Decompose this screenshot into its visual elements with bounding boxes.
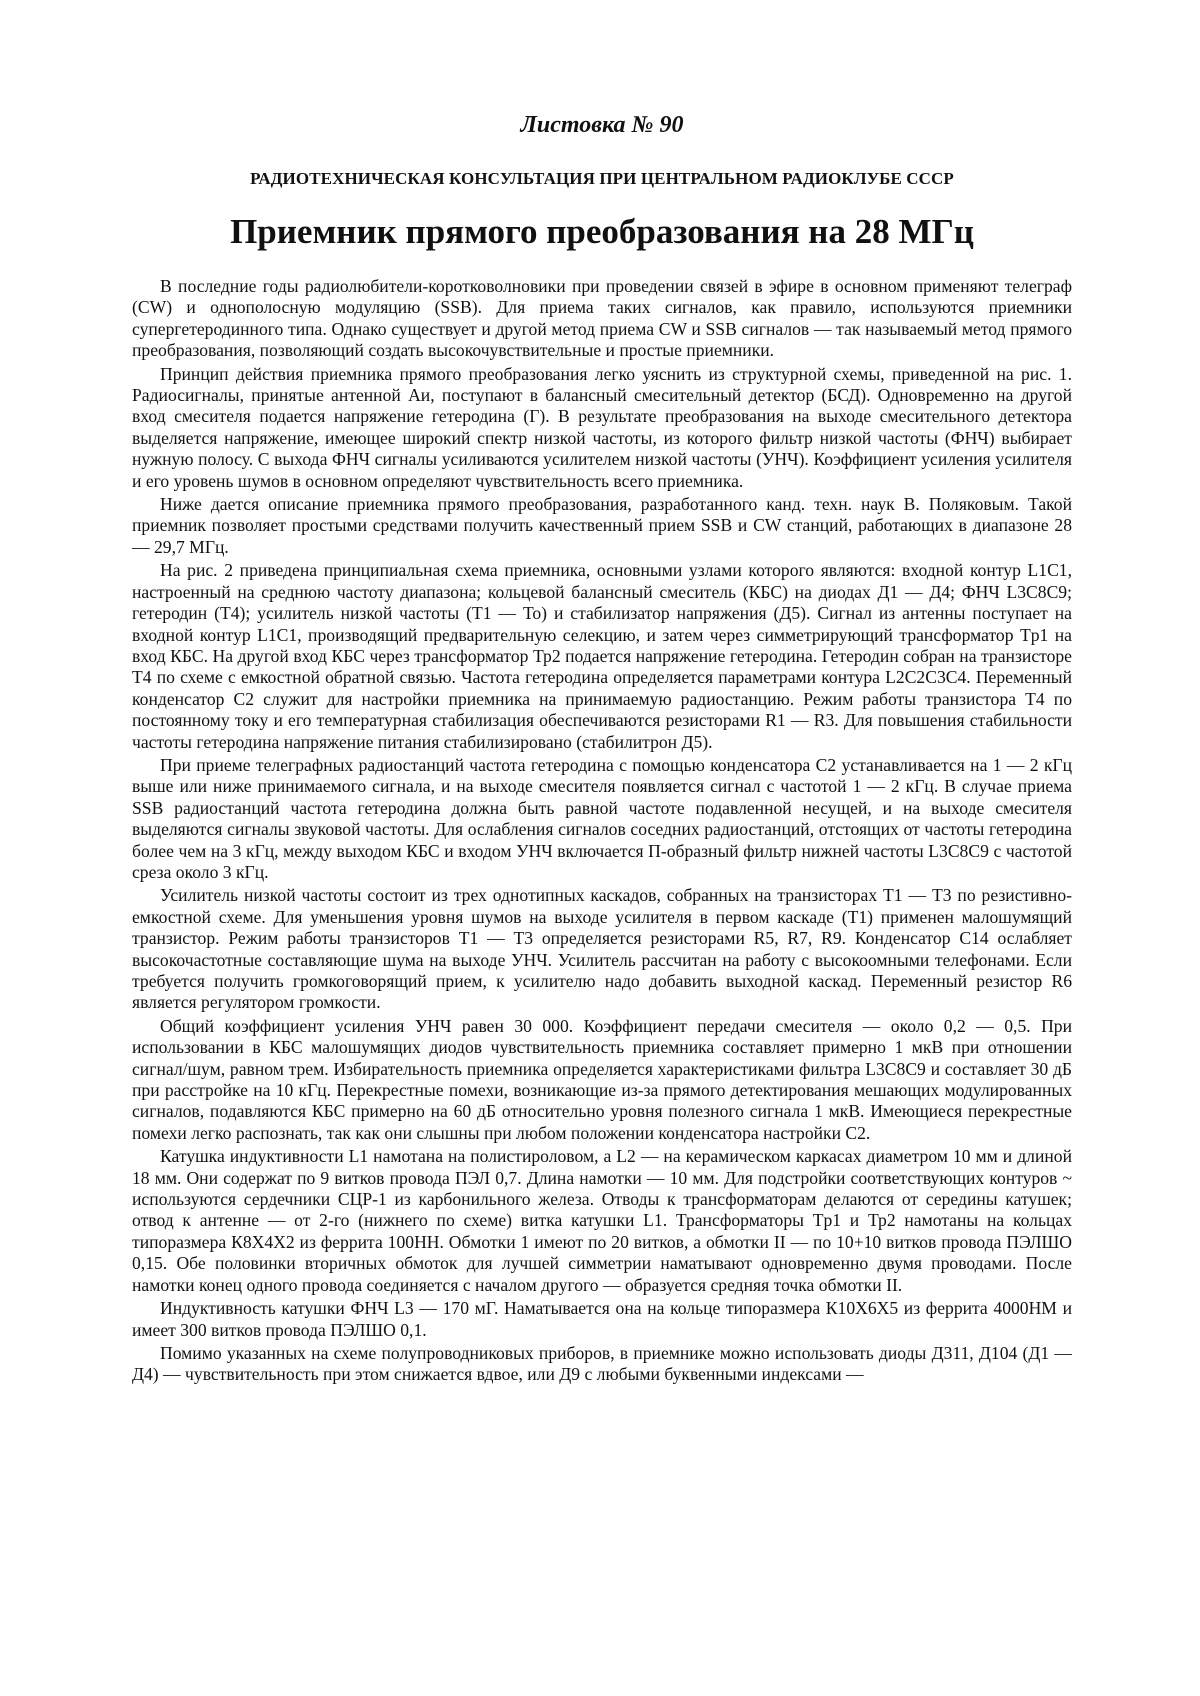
paragraph: Общий коэффициент усиления УНЧ равен 30 000. Коэффициент передачи смесителя — около 0,2 — 0,5. При использовании в КБС малошумящих диодов чувствительность приемника составляет примерно 1 мкВ при отношении сигнал/шум, равном трем. Избирательность приемника определяется характеристиками фильтра L3C8C9 и составляет 30 дБ при расстройке на 10 кГц. Перекрестные помехи, возникающие из-за прямого детектирования мешающих модулированных сигналов, подавляются КБС примерно на 60 дБ относительно уровня полезного сигнала 1 мкВ. Имеющиеся перекрестные помехи легко распознать, так как они слышны при любом положении конденсатора настройки С2. — [132, 1015, 1072, 1143]
document-title: Приемник прямого преобразования на 28 МГц — [230, 212, 974, 251]
paragraph: При приеме телеграфных радиостанций частота гетеродина с помощью конденсатора С2 устанавливается на 1 — 2 кГц выше или ниже принимаемого сигнала, и на выходе смесителя появляется сигнал с частотой 1 — 2 кГц. В случае приема SSB радиостанций частота гетеродина должна быть равной частоте подавленной несущей, и на выходе смесителя выделяются сигналы звуковой частоты. Для ослабления сигналов соседних радиостанций, отстоящих от частоты гетеродина более чем на 3 кГц, между выходом КБС и входом УНЧ включается П-образный фильтр нижней частоты L3C8C9 с частотой среза около 3 кГц. — [132, 754, 1072, 882]
body-text — [132, 276, 1072, 1388]
paragraph: Принцип действия приемника прямого преобразования легко уяснить из структурной схемы, приведенной на рис. 1. Радиосигналы, принятые антенной Аи, поступают в балансный смесительный детектор (БСД). Одновременно на другой вход смесителя подается напряжение гетеродина (Г). В результате преобразования на выходе смесительного детектора выделяется напряжение, имеющее широкий спектр низкой частоты, из которого фильтр низкой частоты (ФНЧ) выбирает нужную полосу. С выхода ФНЧ сигналы усиливаются усилителем низкой частоты (УНЧ). Коэффициент усиления усилителя и его уровень шумов в основном определяют чувствительность всего приемника. — [132, 363, 1072, 491]
paragraph: На рис. 2 приведена принципиальная схема приемника, основными узлами которого являются: входной контур L1C1, настроенный на среднюю частоту диапазона; кольцевой балансный смеситель (КБС) на диодах Д1 — Д4; ФНЧ L3C8C9; гетеродин (Т4); усилитель низкой частоты (Т1 — То) и стабилизатор напряжения (Д5). Сигнал из антенны поступает на входной контур L1C1, производящий предварительную селекцию, и затем через симметрирующий трансформатор Tp1 на вход КБС. На другой вход КБС через трансформатор Тр2 подается напряжение гетеродина. Гетеродин собран на транзисторе Т4 по схеме с емкостной обратной связью. Частота гетеродина определяется параметрами контура L2C2C3C4. Переменный конденсатор С2 служит для настройки приемника на принимаемую радиостанцию. Режим работы транзистора Т4 по постоянному току и его температурная стабилизация обеспечиваются резисторами R1 — R3. Для повышения стабильности частоты гетеродина напряжение питания стабилизировано (стабилитрон Д5). — [132, 560, 1072, 752]
paragraph: Индуктивность катушки ФНЧ L3 — 170 мГ. Наматывается она на кольце типоразмера К10Х6Х5 из феррита 4000НМ и имеет 300 витков провода ПЭЛШО 0,1. — [132, 1298, 1072, 1340]
paragraph: Ниже дается описание приемника прямого преобразования, разработанного канд. техн. наук В. Поляковым. Такой приемник позволяет простыми средствами получить качественный прием SSB и CW станций, работающих в диапазоне 28 — 29,7 МГц. — [132, 494, 1072, 557]
organization-heading: РАДИОТЕХНИЧЕСКАЯ КОНСУЛЬТАЦИЯ ПРИ ЦЕНТРАЛЬНОМ РАДИОКЛУБЕ СССР — [250, 169, 954, 188]
paragraph: Помимо указанных на схеме полупроводниковых приборов, в приемнике можно использовать диоды Д311, Д104 (Д1 — Д4) — чувствительность при этом снижается вдвое, или Д9 с любыми буквенными индексами — — [132, 1342, 1072, 1385]
paragraph: Усилитель низкой частоты состоит из трех однотипных каскадов, собранных на транзисторах Т1 — Т3 по резистивно-емкостной схеме. Для уменьшения уровня шумов на выходе усилителя в первом каскаде (Т1) применен малошумящий транзистор. Режим работы транзисторов Т1 — Т3 определяется резисторами R5, R7, R9. Конденсатор С14 ослабляет высокочастотные составляющие шума на выходе УНЧ. Усилитель рассчитан на работу с высокоомными телефонами. Если требуется получить громкоговорящий прием, к усилителю надо добавить выходной каскад. Переменный резистор R6 является регулятором громкости. — [132, 885, 1072, 1013]
document-page — [132, 0, 1072, 1696]
paragraph: В последние годы радиолюбители-коротковолновики при проведении связей в эфире в основном применяют телеграф (CW) и однополосную модуляцию (SSB). Для приема таких сигналов, как правило, используются приемники супергетеродинного типа. Однако существует и другой метод приема CW и SSB сигналов — так называемый метод прямого преобразования, позволяющий создать высокочувствительные и простые приемники. — [132, 276, 1072, 361]
paragraph: Катушка индуктивности L1 намотана на полистироловом, а L2 — на керамическом каркасах диаметром 10 мм и длиной 18 мм. Они содержат по 9 витков провода ПЭЛ 0,7. Длина намотки — 10 мм. Для подстройки соответствующих контуров ~ используются сердечники СЦР-1 из карбонильного железа. Отводы к трансформаторам делаются от середины катушек; отвод к антенне — от 2-го (нижнего по схеме) витка катушки L1. Трансформаторы Tp1 и Тр2 намотаны на кольцах типоразмера К8Х4Х2 из феррита 100НН. Обмотки 1 имеют по 20 витков, а обмотки II — по 10+10 витков провода ПЭЛШО 0,15. Обе половинки вторичных обмоток для лучшей симметрии наматывают одновременно двумя проводами. После намотки конец одного провода соединяется с началом другого — образуется средняя точка обмотки II. — [132, 1146, 1072, 1295]
leaflet-number: Листовка № 90 — [520, 112, 684, 138]
